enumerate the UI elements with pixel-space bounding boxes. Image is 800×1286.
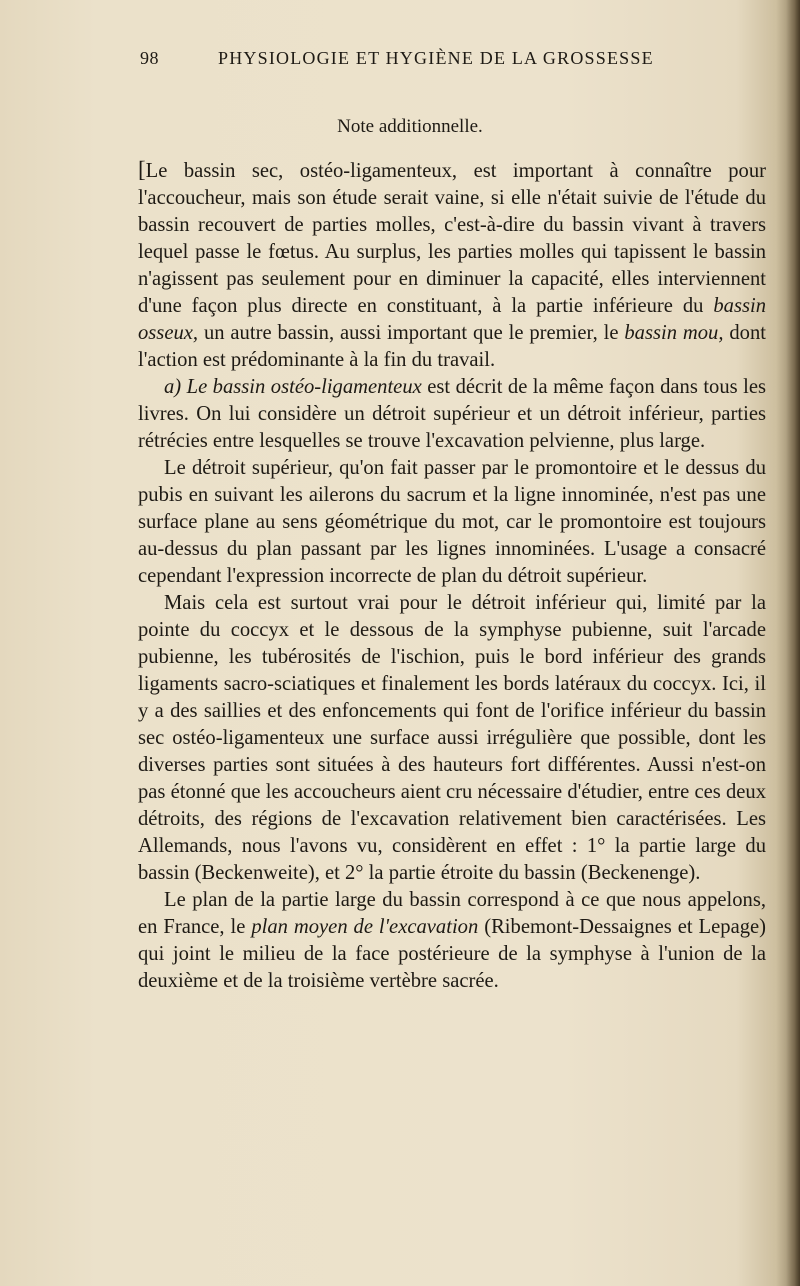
paragraph-5: Le plan de la partie large du bassin correspond à ce que nous appelons, en France, le plan moyen de l'excavation (Ribemont-Dessaignes et Lepage) qui joint le milieu de la face postérieure de la symphyse à l'union de la deuxième et de la troisième vertèbre sacrée.: [138, 889, 767, 992]
paragraph-2: a) Le bassin ostéo-ligamenteux est décrit de la même façon dans tous les livres. On lui considère un détroit supérieur et un détroit inférieur, parties rétrécies entre lesquelles se trouve l'excavation pelvienne, plus large.: [138, 376, 766, 452]
section-lead-a: a) Le bassin ostéo-ligamenteux: [164, 376, 422, 398]
page-number: 98: [140, 48, 159, 68]
body-text: [138, 156, 766, 995]
paragraph-4: Mais cela est surtout vrai pour le détroit inférieur qui, limité par la pointe du coccyx et le dessous de la symphyse pubienne, suit l'arcade pubienne, les tubérosités de l'ischion, puis le bord inférieur des grands ligaments sacro-sciatiques et finalement les bords latéraux du coccyx. Ici, il y a des saillies et des enfoncements qui font de l'orifice inférieur du bassin sec ostéo-ligamenteux une surface aussi irrégulière que possible, dont les diverses parties sont situées à des hauteurs fort différentes. Aussi n'est-on pas étonné que les accoucheurs aient cru nécessaire d'étudier, entre ces deux détroits, des régions de l'excavation relativement bien caractérisées. Les Allemands, nous l'avons vu, considèrent en effet : 1° la partie large du bassin (Beckenweite), et 2° la partie étroite du bassin (Beckenenge).: [138, 592, 766, 884]
running-head: [140, 48, 700, 74]
page-edge-shadow: [786, 0, 800, 1286]
term-bassin-mou: bassin mou,: [624, 322, 724, 344]
term-bassin-osseux: bassin osseux,: [138, 295, 766, 344]
opening-bracket: [: [138, 157, 146, 182]
note-heading: Note additionnelle.: [337, 116, 483, 137]
paragraph-3: Le détroit supérieur, qu'on fait passer par le promontoire et le dessus du pubis en suivant les ailerons du sacrum et la ligne innominée, n'est pas une surface plane au sens géométrique du mot, car le promontoire est toujours au-dessus du plan passant par les lignes innominées. L'usage a consacré cependant l'expression incorrecte de plan du détroit supérieur.: [138, 457, 766, 587]
term-plan-moyen: plan moyen de l'excavation: [251, 916, 479, 938]
paragraph-1: [Le bassin sec, ostéo-ligamenteux, est important à connaître pour l'accoucheur, mais son étude serait vaine, si elle n'était suivie de l'étude du bassin recouvert de parties molles, c'est-à-dire du bassin vivant à travers lequel passe le fœtus. Au surplus, les parties molles qui tapissent le bassin n'agissent pas seulement pour en diminuer la capacité, elles interviennent d'une façon plus directe en constituant, à la partie inférieure du bassin osseux, un autre bassin, aussi important que le premier, le bassin mou, dont l'action est prédominante à la fin du travail.: [138, 157, 766, 371]
running-head-title: PHYSIOLOGIE ET HYGIÈNE DE LA GROSSESSE: [218, 48, 654, 68]
